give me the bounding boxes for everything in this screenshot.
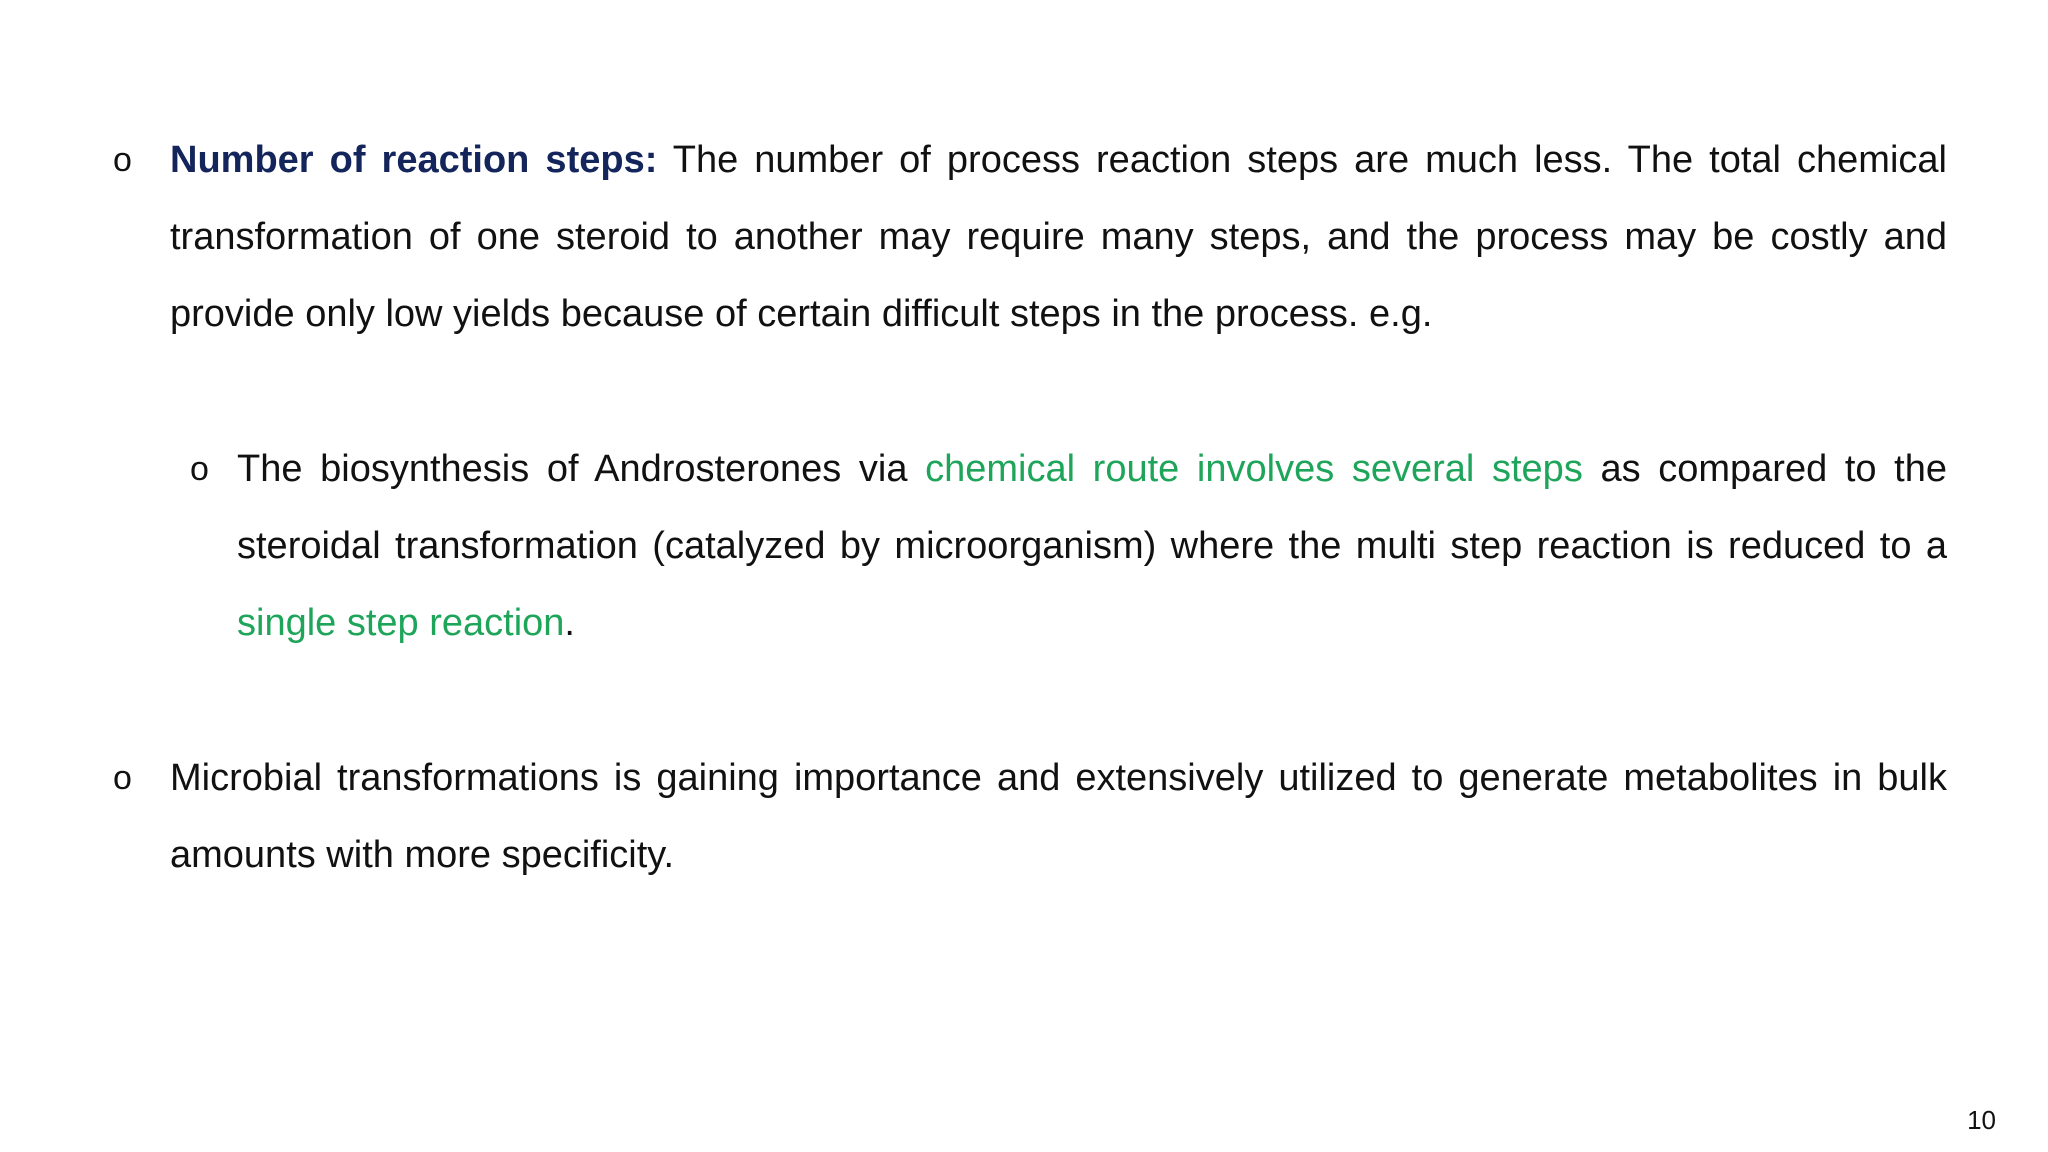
- highlight-single-step: single step reaction: [237, 602, 565, 644]
- bullet-body-text: Microbial transformations is gaining importance and extensively utilized to generate metabolites in bulk amounts with more specificity.: [170, 757, 1947, 876]
- bullet-microbial-transformations: [113, 740, 1947, 894]
- sub-bullet-text-after: .: [564, 602, 575, 644]
- bullet-marker: o: [113, 759, 132, 797]
- sub-bullet-text-middle: as compared to the steroidal transformation (catalyzed by microorganism) where the multi step reaction is reduced to a: [237, 448, 1948, 567]
- bullet-reaction-steps: [113, 122, 1947, 353]
- page-number: 10: [1967, 1105, 1996, 1135]
- sub-bullet-text-before: The biosynthesis of Androsterones via: [237, 448, 926, 490]
- sub-bullet-androsterones: [190, 431, 1948, 662]
- highlight-chemical-route: chemical route involves several steps: [925, 448, 1583, 490]
- bullet-lead-heading: Number of reaction steps:: [170, 139, 658, 181]
- bullet-marker: o: [113, 141, 132, 179]
- bullet-marker: o: [190, 450, 209, 488]
- bullet-body-text: The number of process reaction steps are much less. The total chemical transformation of one steroid to another may require many steps, and the process may be costly and provide only low yields because of certain difficult steps in the process. e.g.: [170, 139, 1947, 335]
